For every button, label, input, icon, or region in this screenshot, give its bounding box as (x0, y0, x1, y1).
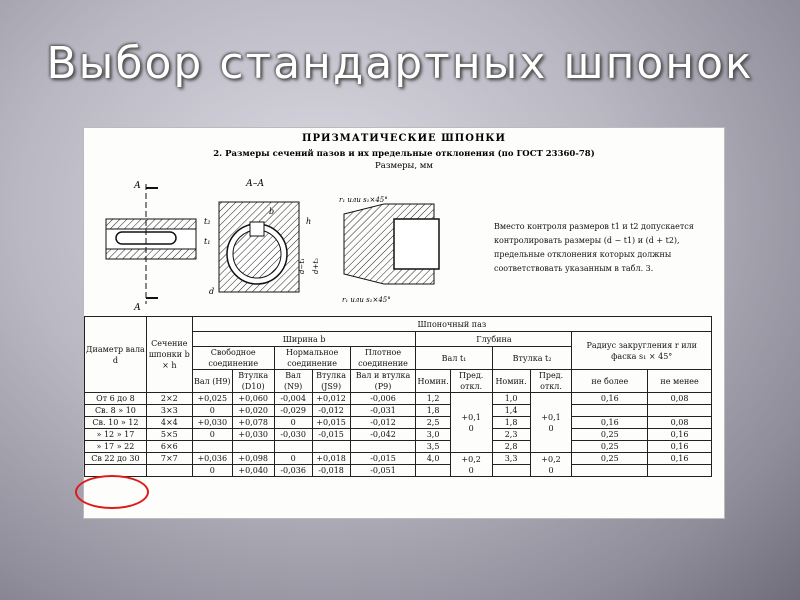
header-diameter: Диаметр вала d (85, 317, 147, 393)
header-shaft-t1: Вал t₁ (416, 347, 492, 370)
col-hub-js9: Втулка (JS9) (312, 370, 350, 393)
units-label: Размеры, мм (375, 161, 433, 171)
label-r1-top: r₁ или s₁×45° (339, 196, 388, 204)
table-row: Св. 10 » 12 4×4 +0,030 +0,078 0 +0,015 -0,012 2,5 1,8 0,16 0,08 (85, 417, 712, 429)
col-dev-t1: Пред. откл. (450, 370, 492, 393)
header-free: Свободное соединение (192, 347, 274, 370)
dev-t2-group-2: +0,2 0 (530, 453, 572, 477)
header-width: Ширина b (192, 332, 416, 347)
label-b: b (269, 207, 275, 216)
col-r-min: не менее (648, 370, 712, 393)
label-t1: t₁ (204, 237, 211, 246)
label-section: А–А (246, 179, 265, 189)
header-radius: Радиус закругления r или фаска s₁ × 45° (572, 332, 712, 370)
col-hub-d10: Втулка (D10) (232, 370, 274, 393)
label-d-t1: d−t₁ (298, 258, 306, 274)
col-shaft-h9: Вал (H9) (192, 370, 232, 393)
col-shaft-n9: Вал (N9) (274, 370, 312, 393)
keyway-drawing (94, 174, 484, 314)
scanned-table-image (84, 128, 724, 518)
key-dimensions-table (84, 316, 712, 477)
col-dev-t2: Пред. откл. (530, 370, 572, 393)
highlight-circle (75, 475, 149, 509)
table-title: ПРИЗМАТИЧЕСКИЕ ШПОНКИ (302, 133, 506, 144)
slide-title: Выбор стандартных шпонок (46, 38, 754, 89)
note-text: Вместо контроля размеров t1 и t2 допускается контролировать размеры (d − t1) и (d + t2), предельные отклонения которых должны соответствовать указанным в табл. 3. (494, 222, 694, 273)
dev-t2-group-1: +0,1 0 (530, 393, 572, 453)
header-depth: Глубина (416, 332, 572, 347)
table-row: » 17 » 22 6×6 3,5 2,8 0,25 0,16 (85, 441, 712, 453)
label-d: d (209, 287, 215, 296)
table-row: » 12 » 17 5×5 0 +0,030 -0,030 -0,015 -0,042 3,0 2,3 0,25 0,16 (85, 429, 712, 441)
col-nom-t1: Номин. (416, 370, 450, 393)
label-a-bottom: А (134, 303, 141, 313)
header-normal: Нормальное соединение (274, 347, 350, 370)
label-d-t2: d+t₂ (312, 258, 320, 274)
header-section: Сечение шпонки b × h (146, 317, 192, 393)
col-r-max: не более (572, 370, 648, 393)
header-tight: Плотное соединение (350, 347, 416, 370)
col-nom-t2: Номин. (492, 370, 530, 393)
label-r1-bottom: r₁ или s₁×45° (342, 296, 391, 304)
dev-t1-group-1: +0,1 0 (450, 393, 492, 453)
table-subtitle: 2. Размеры сечений пазов и их предельные отклонения (по ГОСТ 23360-78) (213, 149, 595, 159)
table-row: От 6 до 8 2×2 +0,025 +0,060 -0,004 +0,012 -0,006 1,2 +0,1 0 1,0 +0,1 0 0,16 0,08 (85, 393, 712, 405)
col-p9: Вал и втулка (P9) (350, 370, 416, 393)
label-a-top: А (134, 181, 141, 191)
table-row: Св. 8 » 10 3×3 0 +0,020 -0,029 -0,012 -0,031 1,8 1,4 (85, 405, 712, 417)
table-row: 0 +0,040 -0,036 -0,018 -0,051 (85, 465, 712, 477)
label-t2: t₂ (204, 217, 211, 226)
header-keyway: Шпоночный паз (192, 317, 711, 332)
table-row: Св 22 до 30 7×7 +0,036 +0,098 0 +0,018 -0,015 4,0 +0,2 0 3,3 +0,2 0 0,25 0,16 (85, 453, 712, 465)
header-hub-t2: Втулка t₂ (492, 347, 572, 370)
dev-t1-group-2: +0,2 0 (450, 453, 492, 477)
label-h: h (306, 217, 312, 226)
